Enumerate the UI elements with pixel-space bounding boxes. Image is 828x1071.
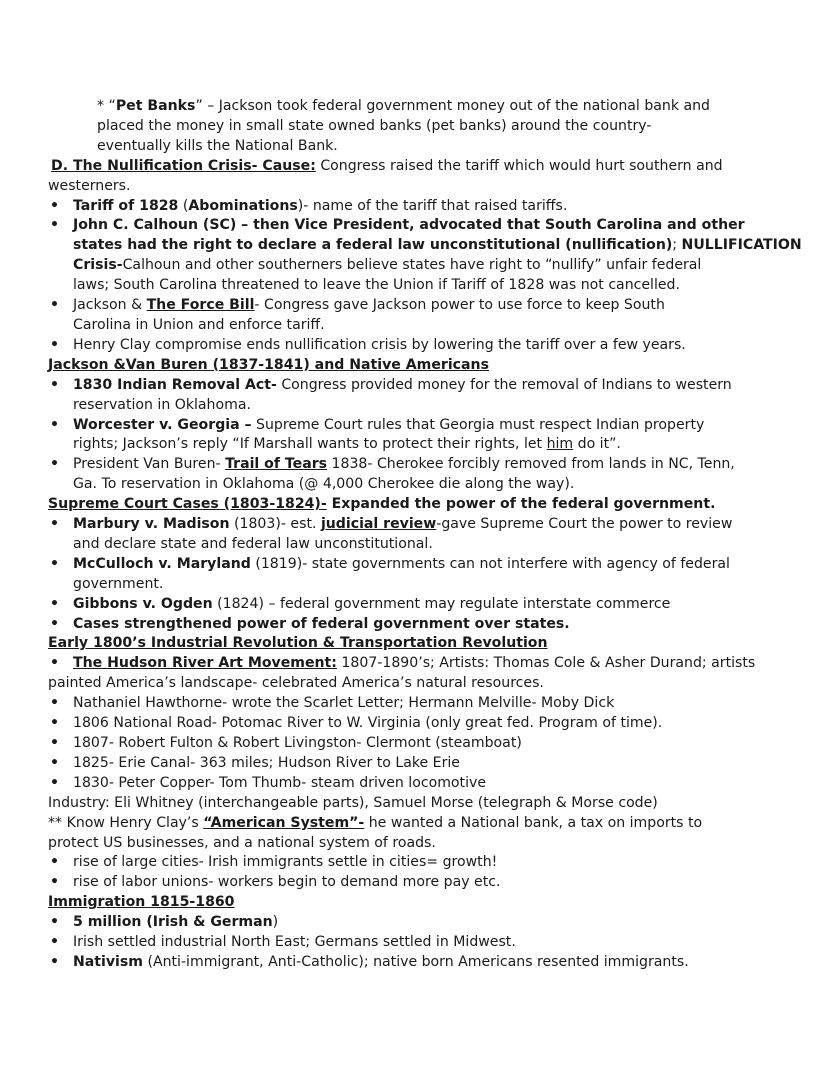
supreme-court-title: Supreme Court Cases (1803-1824)- bbox=[48, 496, 327, 513]
text: do it”. bbox=[573, 436, 621, 453]
pet-banks-note bbox=[48, 97, 800, 117]
text: (Anti-immigrant, Anti-Catholic); native born Americans resented immigrants. bbox=[142, 953, 689, 970]
native-americans-heading: Jackson &Van Buren (1837-1841) and Native Americans bbox=[48, 356, 489, 373]
term: Cases strengthened power of federal government over states. bbox=[73, 615, 570, 632]
text: Supreme Court rules that Georgia must respect Indian property bbox=[251, 416, 705, 433]
bullet-calhoun-cont: laws; South Carolina threatened to leave the Union if Tariff of 1828 was not cancelled. bbox=[73, 277, 680, 294]
bullet-trail-of-tears bbox=[48, 455, 800, 475]
bullet-indian-removal-cont: reservation in Oklahoma. bbox=[73, 396, 251, 413]
bullet-gibbons bbox=[48, 595, 800, 615]
text: )- name of the tariff that raised tariffs. bbox=[297, 197, 568, 214]
bullet-indian-removal bbox=[48, 376, 800, 396]
bullet-calhoun-cont bbox=[48, 256, 800, 276]
term: NULLIFICATION bbox=[681, 237, 802, 254]
bullet-calhoun bbox=[48, 216, 800, 236]
text: 1838- Cherokee forcibly removed from lands in NC, Tenn, bbox=[327, 456, 735, 473]
text: 1807-1890’s; Artists: Thomas Cole & Asher Durand; artists bbox=[336, 655, 756, 672]
term: Marbury v. Madison bbox=[73, 516, 230, 533]
text: President Van Buren- bbox=[73, 456, 226, 473]
text: -gave Supreme Court the power to review bbox=[436, 516, 733, 533]
pet-banks-text: ” – Jackson took federal government money out of the national bank and bbox=[195, 98, 710, 114]
term: judicial review bbox=[320, 516, 437, 533]
term: Nativism bbox=[73, 953, 143, 970]
bullet-marbury bbox=[48, 515, 800, 535]
text: rights; Jackson’s reply “If Marshall wants to protect their rights, let bbox=[73, 436, 547, 453]
nullification-title: D. The Nullification Crisis- Cause: bbox=[51, 157, 316, 174]
bullet-fulton: • 1807- Robert Fulton & Robert Livingston- Clermont (steamboat) bbox=[48, 734, 800, 754]
nullification-heading-cont: westerners. bbox=[48, 177, 131, 194]
pet-banks-term: Pet Banks bbox=[115, 98, 196, 114]
text: Congress provided money for the removal of Indians to western bbox=[276, 376, 732, 393]
nullification-heading bbox=[48, 157, 800, 177]
pet-banks-line: eventually kills the National Bank. bbox=[97, 137, 338, 154]
text: (1819)- state governments can not interfere with agency of federal bbox=[250, 555, 730, 572]
american-system-line bbox=[48, 814, 800, 834]
term: The Hudson River Art Movement: bbox=[73, 655, 337, 672]
bullet-worcester-cont bbox=[48, 435, 800, 455]
underlined-word: him bbox=[546, 436, 574, 453]
bullet-marbury-cont: and declare state and federal law unconstitutional. bbox=[73, 535, 433, 552]
bullet-nativism bbox=[48, 953, 800, 973]
pet-banks-prefix: * “ bbox=[97, 98, 116, 114]
bullet-hudson-river-cont: painted America’s landscape- celebrated America’s natural resources. bbox=[48, 675, 544, 692]
industry-line: Industry: Eli Whitney (interchangeable parts), Samuel Morse (telegraph & Morse code) bbox=[48, 794, 658, 811]
bullet-hudson-river bbox=[48, 654, 800, 674]
text: Calhoun and other southerners believe states have right to “nullify” unfair federal bbox=[122, 257, 702, 274]
text: (1803)- est. bbox=[229, 516, 321, 533]
supreme-court-summary: Expanded the power of the federal government. bbox=[326, 496, 716, 513]
pet-banks-line: placed the money in small state owned banks (pet banks) around the country- bbox=[97, 117, 652, 134]
bullet-labor-unions: • rise of labor unions- workers begin to demand more pay etc. bbox=[48, 873, 800, 893]
study-notes-page bbox=[48, 97, 800, 973]
term: states had the right to declare a federal law unconstitutional (nullification) bbox=[73, 237, 673, 254]
supreme-court-heading bbox=[48, 495, 800, 515]
text: ** Know Henry Clay’s bbox=[48, 814, 204, 831]
bullet-five-million bbox=[48, 913, 800, 933]
bullet-irish-germans: • Irish settled industrial North East; Germans settled in Midwest. bbox=[48, 933, 800, 953]
bullet-cases-strengthened bbox=[48, 615, 800, 635]
term: Tariff of 1828 bbox=[73, 197, 179, 214]
bullet-national-road: • 1806 National Road- Potomac River to W. Virginia (only great fed. Program of time). bbox=[48, 714, 800, 734]
bullet-worcester bbox=[48, 416, 800, 436]
term: Trail of Tears bbox=[225, 456, 328, 473]
bullet-calhoun-cont: states had the right to declare a federal law unconstitutional (nullification); NULLIFICATION bbox=[73, 237, 802, 254]
term: “American System”- bbox=[203, 814, 365, 831]
term: Crisis- bbox=[73, 257, 123, 274]
bullet-henry-clay: • Henry Clay compromise ends nullification crisis by lowering the tariff over a few years. bbox=[48, 336, 800, 356]
text: (1824) – federal government may regulate interstate commerce bbox=[212, 595, 671, 612]
bullet-large-cities: • rise of large cities- Irish immigrants settle in cities= growth! bbox=[48, 853, 800, 873]
american-system-cont: protect US businesses, and a national system of roads. bbox=[48, 834, 436, 851]
industrial-heading: Early 1800’s Industrial Revolution & Transportation Revolution bbox=[48, 635, 548, 652]
bullet-hawthorne: • Nathaniel Hawthorne- wrote the Scarlet Letter; Hermann Melville- Moby Dick bbox=[48, 694, 800, 714]
term: 1830 Indian Removal Act- bbox=[73, 376, 277, 393]
text: Jackson & bbox=[73, 297, 147, 314]
text: ) bbox=[272, 914, 279, 931]
nullification-cause: Congress raised the tariff which would hurt southern and bbox=[315, 157, 723, 174]
bullet-erie-canal: • 1825- Erie Canal- 363 miles; Hudson River to Lake Erie bbox=[48, 754, 800, 774]
bullet-mcculloch-cont: government. bbox=[73, 575, 164, 592]
term: Gibbons v. Ogden bbox=[73, 595, 213, 612]
text: - Congress gave Jackson power to use force to keep South bbox=[254, 297, 665, 314]
term: John C. Calhoun (SC) – then Vice President, advocated that South Carolina and other bbox=[73, 217, 745, 234]
bullet-force-bill-cont: Carolina in Union and enforce tariff. bbox=[73, 316, 325, 333]
immigration-heading: Immigration 1815-1860 bbox=[48, 894, 235, 911]
bullet-trail-of-tears-cont: Ga. To reservation in Oklahoma (@ 4,000 Cherokee die along the way). bbox=[73, 476, 575, 493]
bullet-mcculloch bbox=[48, 555, 800, 575]
term: 5 million (Irish & German bbox=[73, 914, 273, 931]
term: Worcester v. Georgia – bbox=[73, 416, 252, 433]
text: he wanted a National bank, a tax on imports to bbox=[364, 814, 703, 831]
bullet-tariff-1828: • Tariff of 1828 (Abominations)- name of the tariff that raised tariffs. bbox=[48, 197, 800, 217]
bullet-force-bill bbox=[48, 296, 800, 316]
bullet-tom-thumb: • 1830- Peter Copper- Tom Thumb- steam driven locomotive bbox=[48, 774, 800, 794]
term: Abominations bbox=[188, 197, 298, 214]
term: McCulloch v. Maryland bbox=[73, 555, 251, 572]
term: The Force Bill bbox=[146, 297, 255, 314]
